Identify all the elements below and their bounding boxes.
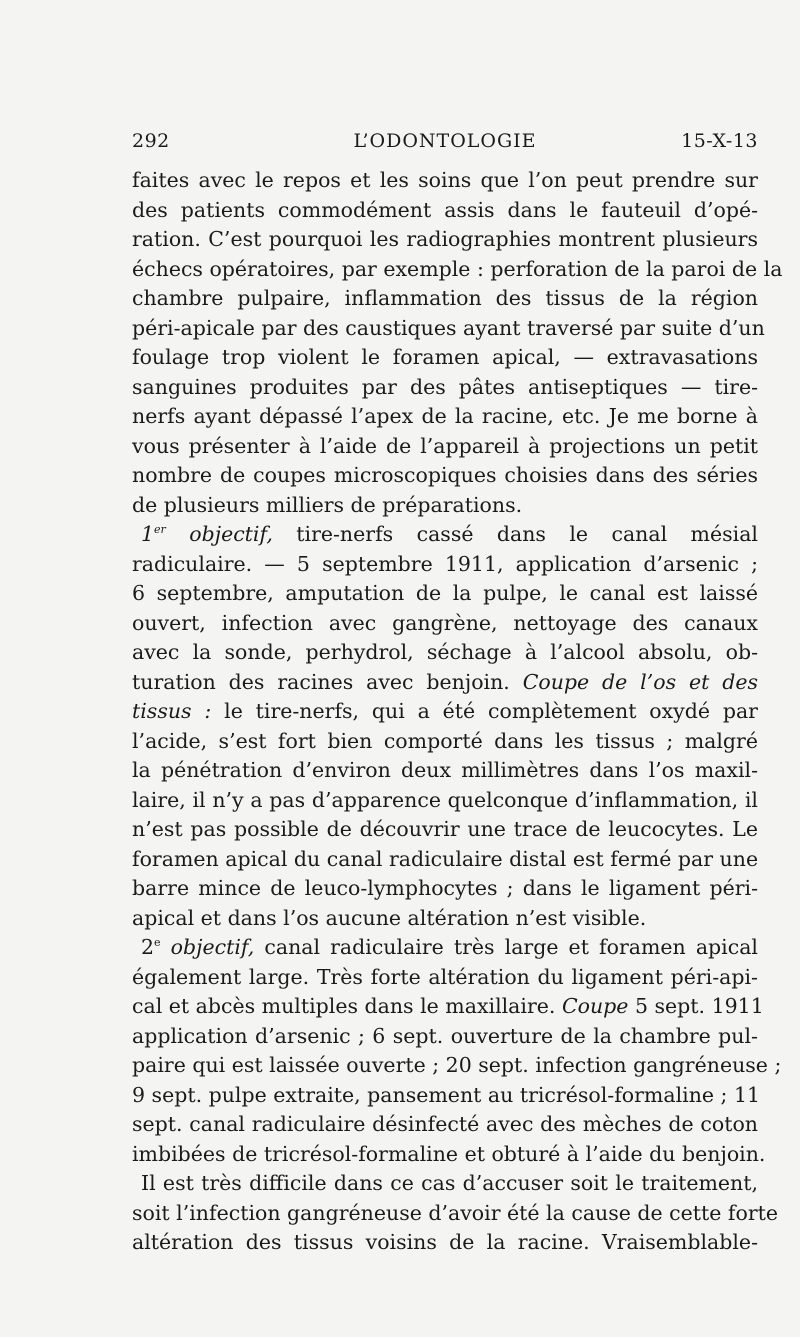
text-line: sept. canal radiculaire désinfecté avec des mèches de coton: [132, 1112, 758, 1136]
text-line: [132, 697, 758, 727]
page-number: 292: [132, 130, 170, 152]
text-line: nombre de coupes microscopiques choisies dans des séries: [132, 463, 758, 487]
text-segment: le tire-nerfs, qui a été complètement oxydé par: [224, 699, 758, 723]
text-line: Il est très difficile dans ce cas d’accuser soit le traitement,: [141, 1171, 758, 1195]
text-line: également large. Très forte altération du ligament péri-api-: [132, 964, 758, 989]
objective-number: 2: [141, 935, 155, 959]
text-line: ration. C’est pourquoi les radiographies montrent plusieurs: [132, 227, 758, 251]
journal-title: L’ODONTOLOGIE: [353, 130, 537, 152]
text-line: de plusieurs milliers de préparations.: [132, 492, 523, 517]
italic-heading: tissus :: [132, 699, 212, 723]
text-line: application d’arsenic ; 6 sept. ouverture de la chambre pul-: [132, 1023, 758, 1048]
text-line: sanguines produites par des pâtes antiseptiques — tire-: [132, 374, 758, 399]
text-line: échecs opératoires, par exemple : perforation de la paroi de la: [132, 256, 783, 281]
text-line-objective-2: [132, 933, 758, 963]
text-line: foulage trop violent le foramen apical, — extravasations: [132, 345, 758, 369]
text-line: l’acide, s’est fort bien comporté dans les tissus ; malgré: [132, 728, 758, 753]
objective-text: canal radiculaire très large et foramen apical: [264, 935, 758, 959]
objective-text: tire-nerfs cassé dans le canal mésial: [296, 522, 758, 546]
text-line: imbibées de tricrésol-formaline et obturé à l’aide du benjoin.: [132, 1141, 766, 1166]
text-line: [132, 668, 758, 698]
text-segment: cal et abcès multiples dans le maxillaire.: [132, 994, 556, 1018]
objective-ordinal: e: [154, 936, 161, 950]
italic-heading: Coupe de l’os et des: [522, 669, 758, 694]
issue-date: 15-X-13: [681, 130, 758, 152]
text-line: laire, il n’y a pas d’apparence quelconque d’inflammation, il: [132, 787, 758, 812]
text-segment: 5 sept. 1911: [634, 994, 764, 1018]
text-line: nerfs ayant dépassé l’apex de la racine, etc. Je me borne à: [132, 404, 758, 428]
text-line: radiculaire. — 5 septembre 1911, application d’arsenic ;: [132, 551, 758, 576]
text-line: barre mince de leuco-lymphocytes ; dans le ligament péri-: [132, 876, 758, 900]
text-line: ouvert, infection avec gangrène, nettoyage des canaux: [132, 610, 758, 635]
running-header: [132, 130, 758, 156]
italic-heading: Coupe: [561, 994, 629, 1018]
text-line: vous présenter à l’aide de l’appareil à projections un petit: [132, 433, 758, 458]
text-line: soit l’infection gangréneuse d’avoir été la cause de cette forte: [132, 1200, 779, 1225]
text-line: faites avec le repos et les soins que l’on peut prendre sur: [132, 168, 758, 192]
text-line: apical et dans l’os aucune altération n’est visible.: [132, 905, 647, 930]
objective-label: objectif,: [170, 935, 255, 959]
text-line: 6 septembre, amputation de la pulpe, le canal est laissé: [132, 581, 758, 605]
text-line: foramen apical du canal radiculaire distal est fermé par une: [132, 846, 759, 871]
text-line-objective-1: [132, 520, 758, 550]
text-line: péri-apicale par des caustiques ayant traversé par suite d’un: [132, 315, 765, 340]
text-line: altération des tissus voisins de la racine. Vraisemblable-: [132, 1230, 758, 1254]
body-text: [132, 166, 783, 1258]
text-line: paire qui est laissée ouverte ; 20 sept. infection gangréneuse ;: [132, 1053, 782, 1077]
objective-ordinal: er: [154, 523, 166, 537]
text-segment: turation des racines avec benjoin.: [132, 669, 510, 694]
text-line: [132, 992, 764, 1022]
text-line: la pénétration d’environ deux millimètres dans l’os maxil-: [132, 758, 758, 782]
text-line: chambre pulpaire, inflammation des tissus de la région: [132, 286, 758, 310]
text-line: 9 sept. pulpe extraite, pansement au tricrésol-formaline ; 11: [132, 1082, 761, 1107]
objective-label: objectif,: [189, 522, 273, 546]
text-line: des patients commodément assis dans le fauteuil d’opé-: [132, 197, 758, 222]
objective-number: 1: [141, 522, 155, 546]
text-line: avec la sonde, perhydrol, séchage à l’alcool absolu, ob-: [132, 640, 758, 664]
text-line: n’est pas possible de découvrir une trace de leucocytes. Le: [132, 817, 758, 841]
